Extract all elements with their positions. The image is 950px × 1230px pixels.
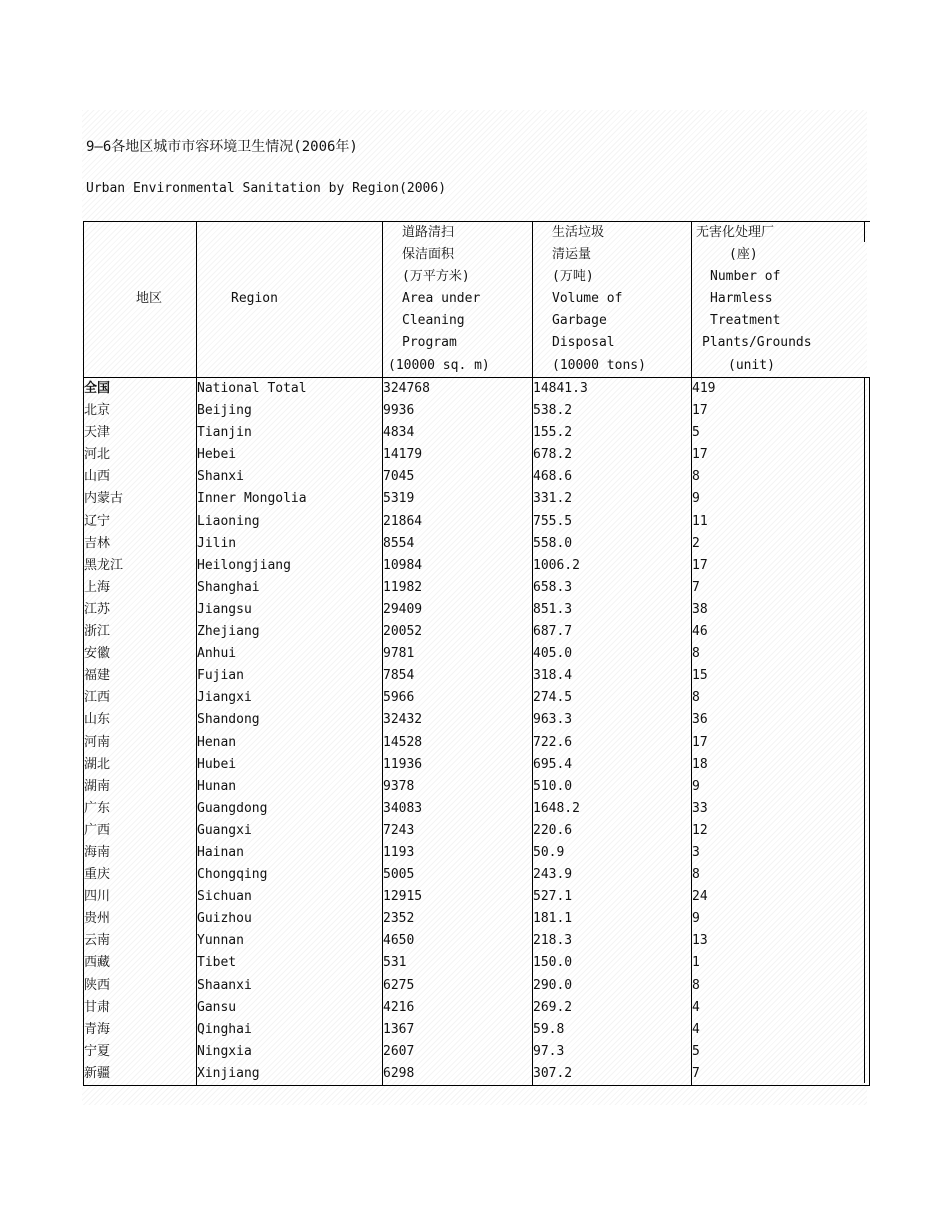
region-cn-cell: 广东 [84,798,197,820]
table-body [84,378,870,1086]
region-en-cell: Guangxi [197,820,383,842]
region-cn-cell: 山西 [84,466,197,488]
table-row [84,732,870,754]
cleaning-area-cell: 14179 [383,444,533,466]
garbage-volume-cell: 307.2 [533,1063,692,1086]
treatment-plants-cell: 18 [692,754,870,776]
treatment-plants-cell: 12 [692,820,870,842]
region-cn-cell: 青海 [84,1019,197,1041]
treatment-plants-cell: 8 [692,687,870,709]
table-row [84,643,870,665]
region-en-cell: Sichuan [197,886,383,908]
cleaning-area-cell: 7243 [383,820,533,842]
cleaning-area-cell: 11982 [383,577,533,599]
table-row [84,400,870,422]
garbage-volume-cell: 851.3 [533,599,692,621]
treatment-plants-cell: 2 [692,533,870,555]
cleaning-area-cell: 5005 [383,864,533,886]
garbage-volume-cell: 405.0 [533,643,692,665]
header-right-rule [864,222,865,242]
region-en-cell: Shandong [197,709,383,731]
region-cn-cell: 河北 [84,444,197,466]
table-row [84,1019,870,1041]
garbage-volume-cell: 963.3 [533,709,692,731]
region-cn-cell: 福建 [84,665,197,687]
region-cn-cell: 宁夏 [84,1041,197,1063]
cleaning-area-cell: 11936 [383,754,533,776]
treatment-plants-cell: 13 [692,930,870,952]
table-row [84,577,870,599]
treatment-plants-cell: 5 [692,422,870,444]
cleaning-area-cell: 1193 [383,842,533,864]
header-treatment-plants: 无害化处理厂 (座) Number of Harmless Treatment Plants/Grounds (unit) [692,222,870,378]
region-en-cell: Yunnan [197,930,383,952]
garbage-volume-cell: 150.0 [533,952,692,974]
garbage-volume-cell: 59.8 [533,1019,692,1041]
cleaning-area-cell: 5319 [383,488,533,510]
cleaning-area-cell: 531 [383,952,533,974]
region-en-cell: Chongqing [197,864,383,886]
table-title-english: Urban Environmental Sanitation by Region(2006) [86,181,447,196]
table-row [84,422,870,444]
cleaning-area-cell: 2352 [383,908,533,930]
treatment-plants-cell: 15 [692,665,870,687]
table-row [84,930,870,952]
region-en-cell: Heilongjiang [197,555,383,577]
region-en-cell: Xinjiang [197,1063,383,1086]
garbage-volume-cell: 678.2 [533,444,692,466]
region-cn-cell: 重庆 [84,864,197,886]
treatment-plants-cell: 5 [692,1041,870,1063]
garbage-volume-cell: 538.2 [533,400,692,422]
treatment-plants-cell: 9 [692,488,870,510]
table-row [84,798,870,820]
cleaning-area-cell: 10984 [383,555,533,577]
region-en-cell: Guizhou [197,908,383,930]
table-row [84,864,870,886]
region-cn-cell: 河南 [84,732,197,754]
garbage-volume-cell: 331.2 [533,488,692,510]
treatment-plants-cell: 38 [692,599,870,621]
cleaning-area-cell: 7854 [383,665,533,687]
treatment-plants-cell: 9 [692,908,870,930]
region-cn-cell: 内蒙古 [84,488,197,510]
region-cn-cell: 海南 [84,842,197,864]
region-en-cell: Ningxia [197,1041,383,1063]
cleaning-area-cell: 34083 [383,798,533,820]
region-cn-cell: 湖北 [84,754,197,776]
treatment-plants-cell: 4 [692,1019,870,1041]
table-row [84,886,870,908]
region-en-cell: Tianjin [197,422,383,444]
table-row [84,754,870,776]
garbage-volume-cell: 97.3 [533,1041,692,1063]
region-en-cell: Shanghai [197,577,383,599]
region-cn-cell: 湖南 [84,776,197,798]
treatment-plants-cell: 33 [692,798,870,820]
cleaning-area-cell: 5966 [383,687,533,709]
table-row [84,555,870,577]
sanitation-table [83,221,870,1086]
table-row [84,599,870,621]
garbage-volume-cell: 658.3 [533,577,692,599]
garbage-volume-cell: 687.7 [533,621,692,643]
garbage-volume-cell: 527.1 [533,886,692,908]
garbage-volume-cell: 755.5 [533,511,692,533]
region-cn-cell: 吉林 [84,533,197,555]
treatment-plants-cell: 17 [692,732,870,754]
cleaning-area-cell: 7045 [383,466,533,488]
garbage-volume-cell: 695.4 [533,754,692,776]
garbage-volume-cell: 181.1 [533,908,692,930]
cleaning-area-cell: 1367 [383,1019,533,1041]
garbage-volume-cell: 220.6 [533,820,692,842]
region-en-cell: National Total [197,378,383,401]
garbage-volume-cell: 14841.3 [533,378,692,401]
garbage-volume-cell: 155.2 [533,422,692,444]
treatment-plants-cell: 7 [692,1063,870,1086]
header-region-cn: 地区 [84,222,197,378]
region-en-cell: Beijing [197,400,383,422]
cleaning-area-cell: 14528 [383,732,533,754]
garbage-volume-cell: 318.4 [533,665,692,687]
region-en-cell: Jiangsu [197,599,383,621]
table-row [84,975,870,997]
garbage-volume-cell: 468.6 [533,466,692,488]
cleaning-area-cell: 9781 [383,643,533,665]
cleaning-area-cell: 4834 [383,422,533,444]
cleaning-area-cell: 9936 [383,400,533,422]
garbage-volume-cell: 1006.2 [533,555,692,577]
treatment-plants-cell: 8 [692,975,870,997]
table-row [84,908,870,930]
region-cn-cell: 浙江 [84,621,197,643]
region-cn-cell: 上海 [84,577,197,599]
cleaning-area-cell: 2607 [383,1041,533,1063]
region-cn-cell: 辽宁 [84,511,197,533]
header-row [84,222,870,378]
garbage-volume-cell: 50.9 [533,842,692,864]
region-en-cell: Hainan [197,842,383,864]
cleaning-area-cell: 324768 [383,378,533,401]
region-en-cell: Jiangxi [197,687,383,709]
table-row [84,687,870,709]
body-right-rule [864,377,865,1083]
table-row [84,511,870,533]
table-row [84,1041,870,1063]
table-row [84,842,870,864]
cleaning-area-cell: 20052 [383,621,533,643]
cleaning-area-cell: 6275 [383,975,533,997]
region-en-cell: Gansu [197,997,383,1019]
treatment-plants-cell: 17 [692,444,870,466]
table-row [84,776,870,798]
region-en-cell: Jilin [197,533,383,555]
treatment-plants-cell: 3 [692,842,870,864]
region-en-cell: Tibet [197,952,383,974]
region-en-cell: Qinghai [197,1019,383,1041]
region-cn-cell: 西藏 [84,952,197,974]
region-cn-cell: 山东 [84,709,197,731]
table-row [84,378,870,401]
table-row [84,488,870,510]
region-cn-cell: 新疆 [84,1063,197,1086]
treatment-plants-cell: 4 [692,997,870,1019]
region-en-cell: Shaanxi [197,975,383,997]
table-row [84,533,870,555]
region-cn-cell: 云南 [84,930,197,952]
region-en-cell: Fujian [197,665,383,687]
garbage-volume-cell: 274.5 [533,687,692,709]
treatment-plants-cell: 17 [692,555,870,577]
garbage-volume-cell: 558.0 [533,533,692,555]
region-cn-cell: 安徽 [84,643,197,665]
cleaning-area-cell: 29409 [383,599,533,621]
region-en-cell: Zhejiang [197,621,383,643]
treatment-plants-cell: 8 [692,466,870,488]
table-title-chinese: 9—6各地区城市市容环境卫生情况(2006年) [86,139,358,155]
treatment-plants-cell: 36 [692,709,870,731]
region-en-cell: Liaoning [197,511,383,533]
region-cn-cell: 四川 [84,886,197,908]
treatment-plants-cell: 8 [692,864,870,886]
cleaning-area-cell: 21864 [383,511,533,533]
header-region-en: Region [197,222,383,378]
garbage-volume-cell: 218.3 [533,930,692,952]
treatment-plants-cell: 9 [692,776,870,798]
treatment-plants-cell: 17 [692,400,870,422]
region-cn-cell: 江苏 [84,599,197,621]
region-cn-cell: 天津 [84,422,197,444]
region-cn-cell: 甘肃 [84,997,197,1019]
cleaning-area-cell: 8554 [383,533,533,555]
header-cleaning-area: 道路清扫 保洁面积 (万平方米) Area under Cleaning Program (10000 sq. m) [383,222,533,378]
cleaning-area-cell: 4650 [383,930,533,952]
region-en-cell: Guangdong [197,798,383,820]
region-en-cell: Inner Mongolia [197,488,383,510]
region-cn-cell: 江西 [84,687,197,709]
treatment-plants-cell: 8 [692,643,870,665]
region-cn-cell: 广西 [84,820,197,842]
region-cn-cell: 北京 [84,400,197,422]
cleaning-area-cell: 6298 [383,1063,533,1086]
table-row [84,466,870,488]
region-cn-cell: 全国 [84,378,197,401]
garbage-volume-cell: 722.6 [533,732,692,754]
table-row [84,952,870,974]
cleaning-area-cell: 12915 [383,886,533,908]
treatment-plants-cell: 46 [692,621,870,643]
garbage-volume-cell: 1648.2 [533,798,692,820]
cleaning-area-cell: 32432 [383,709,533,731]
cleaning-area-cell: 9378 [383,776,533,798]
garbage-volume-cell: 290.0 [533,975,692,997]
region-en-cell: Hebei [197,444,383,466]
garbage-volume-cell: 243.9 [533,864,692,886]
cleaning-area-cell: 4216 [383,997,533,1019]
region-cn-cell: 陕西 [84,975,197,997]
treatment-plants-cell: 24 [692,886,870,908]
region-cn-cell: 黑龙江 [84,555,197,577]
table-row [84,820,870,842]
region-en-cell: Hunan [197,776,383,798]
header-garbage-volume: 生活垃圾 清运量 (万吨) Volume of Garbage Disposal (10000 tons) [533,222,692,378]
garbage-volume-cell: 510.0 [533,776,692,798]
region-en-cell: Shanxi [197,466,383,488]
table-row [84,1063,870,1086]
region-en-cell: Anhui [197,643,383,665]
table-row [84,621,870,643]
table-row [84,997,870,1019]
garbage-volume-cell: 269.2 [533,997,692,1019]
region-cn-cell: 贵州 [84,908,197,930]
treatment-plants-cell: 419 [692,378,870,401]
table-row [84,665,870,687]
treatment-plants-cell: 7 [692,577,870,599]
table-row [84,444,870,466]
treatment-plants-cell: 1 [692,952,870,974]
region-en-cell: Hubei [197,754,383,776]
table-row [84,709,870,731]
treatment-plants-cell: 11 [692,511,870,533]
region-en-cell: Henan [197,732,383,754]
